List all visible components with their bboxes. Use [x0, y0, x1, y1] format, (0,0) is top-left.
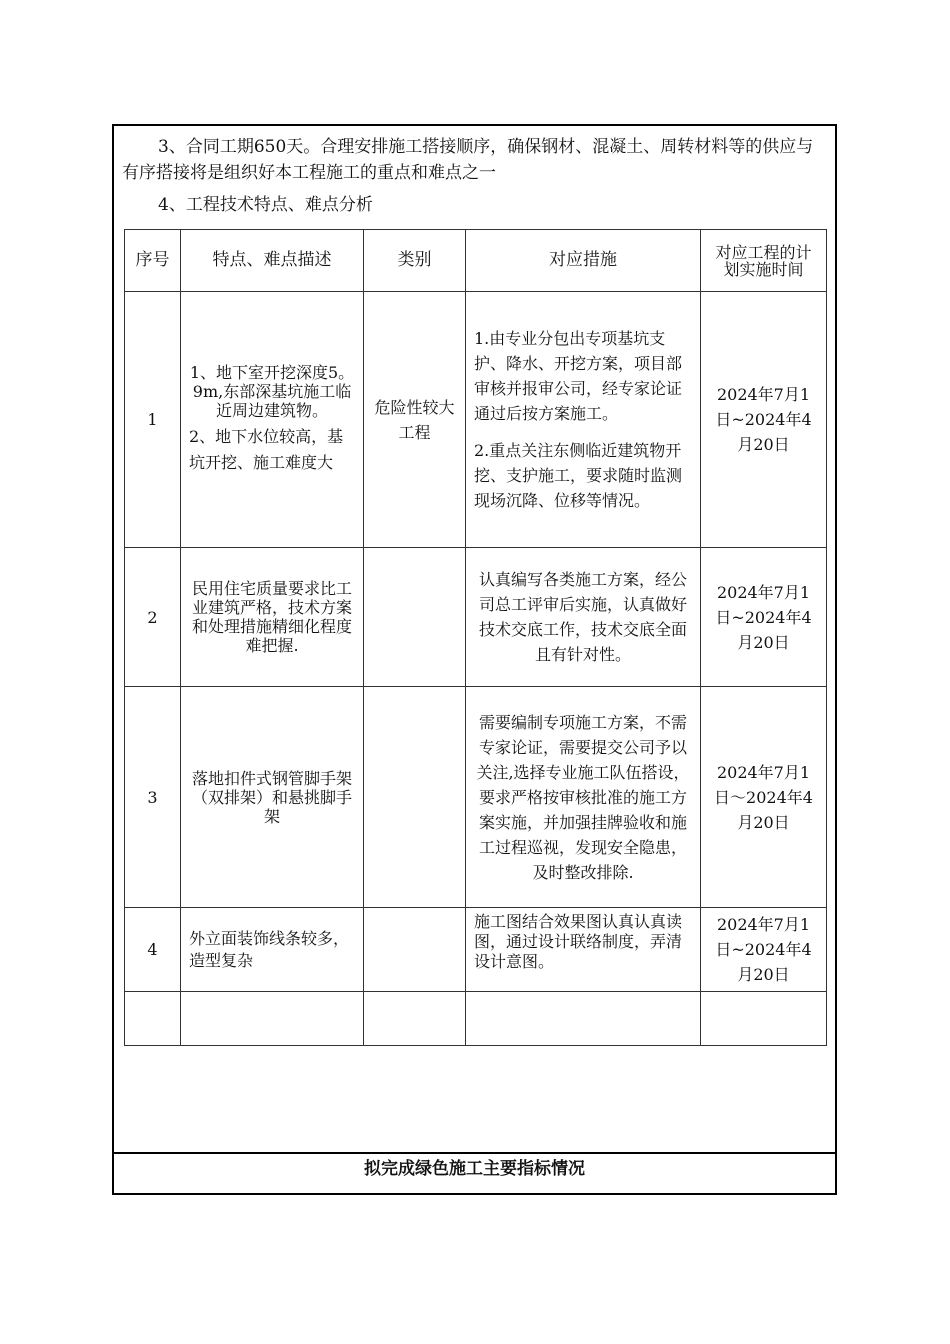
- row-measure: 施工图结合效果图认真认真读图，通过设计联络制度，弄清设计意图。: [466, 908, 701, 992]
- row-no: 2: [125, 548, 181, 687]
- table-row: [125, 292, 827, 548]
- empty-cell: [125, 992, 181, 1046]
- header-no: 序号: [125, 230, 181, 292]
- row-category: [364, 548, 466, 687]
- green-construction-heading: 拟完成绿色施工主要指标情况: [364, 1159, 585, 1179]
- row-measure: 认真编写各类施工方案，经公司总工评审后实施，认真做好技术交底工作，技术交底全面且有针对性。: [466, 548, 701, 687]
- row-desc: 外立面装饰线条较多，造型复杂: [181, 908, 364, 992]
- row-no: 4: [125, 908, 181, 992]
- empty-cell: [181, 992, 364, 1046]
- header-desc: 特点、难点描述: [181, 230, 364, 292]
- header-category: 类别: [364, 230, 466, 292]
- row-desc: 落地扣件式钢管脚手架（双排架）和悬挑脚手架: [181, 687, 364, 908]
- header-time: 对应工程的计划实施时间: [701, 230, 827, 292]
- empty-cell: [466, 992, 701, 1046]
- difficulty-analysis-table: [124, 229, 827, 1046]
- table-header-row: [125, 230, 827, 292]
- row-no: 1: [125, 292, 181, 548]
- empty-cell: [364, 992, 466, 1046]
- row-time: 2024年7月1日~2024年4月20日: [701, 908, 827, 992]
- paragraph-tech-analysis-heading: 4、工程技术特点、难点分析: [158, 195, 373, 215]
- row-desc: 民用住宅质量要求比工业建筑严格，技术方案和处理措施精细化程度难把握.: [181, 548, 364, 687]
- row-measure: [466, 292, 701, 548]
- measure-gap: [474, 426, 692, 438]
- row-time: 2024年7月1日~2024年4月20日: [701, 548, 827, 687]
- row-category: [364, 687, 466, 908]
- row-desc-part-a: 1、地下室开挖深度5。9m,东部深基坑施工临近周边建筑物。: [189, 363, 355, 420]
- row-no: 3: [125, 687, 181, 908]
- table-row-empty: [125, 992, 827, 1046]
- row-measure: 需要编制专项施工方案，不需专家论证，需要提交公司予以关注,选择专业施工队伍搭设，要求严格按审核批准的施工方案实施，并加强挂牌验收和施工过程巡视，发现安全隐患，及时整改排除.: [466, 687, 701, 908]
- header-measure: 对应措施: [466, 230, 701, 292]
- row-desc-part-b: 2、地下水位较高，基坑开挖、施工难度大: [189, 427, 344, 472]
- row-measure-part-a: 1.由专业分包出专项基坑支护、降水、开挖方案，项目部审核并报审公司，经专家论证通过后按方案施工。: [474, 329, 683, 423]
- table-row: [125, 687, 827, 908]
- table-row: [125, 548, 827, 687]
- row-category: [364, 908, 466, 992]
- paragraph-contract-period: 3、合同工期650天。合理安排施工搭接顺序，确保钢材、混凝土、周转材料等的供应与有序搭接将是组织好本工程施工的重点和难点之一: [122, 137, 814, 183]
- table-row: [125, 908, 827, 992]
- row-category: 危险性较大工程: [364, 292, 466, 548]
- empty-cell: [701, 992, 827, 1046]
- row-measure-part-b: 2.重点关注东侧临近建筑物开挖、支护施工，要求随时监测现场沉降、位移等情况。: [474, 441, 683, 510]
- row-time: 2024年7月1日~2024年4月20日: [701, 292, 827, 548]
- row-time: 2024年7月1日～2024年4月20日: [701, 687, 827, 908]
- row-desc: [181, 292, 364, 548]
